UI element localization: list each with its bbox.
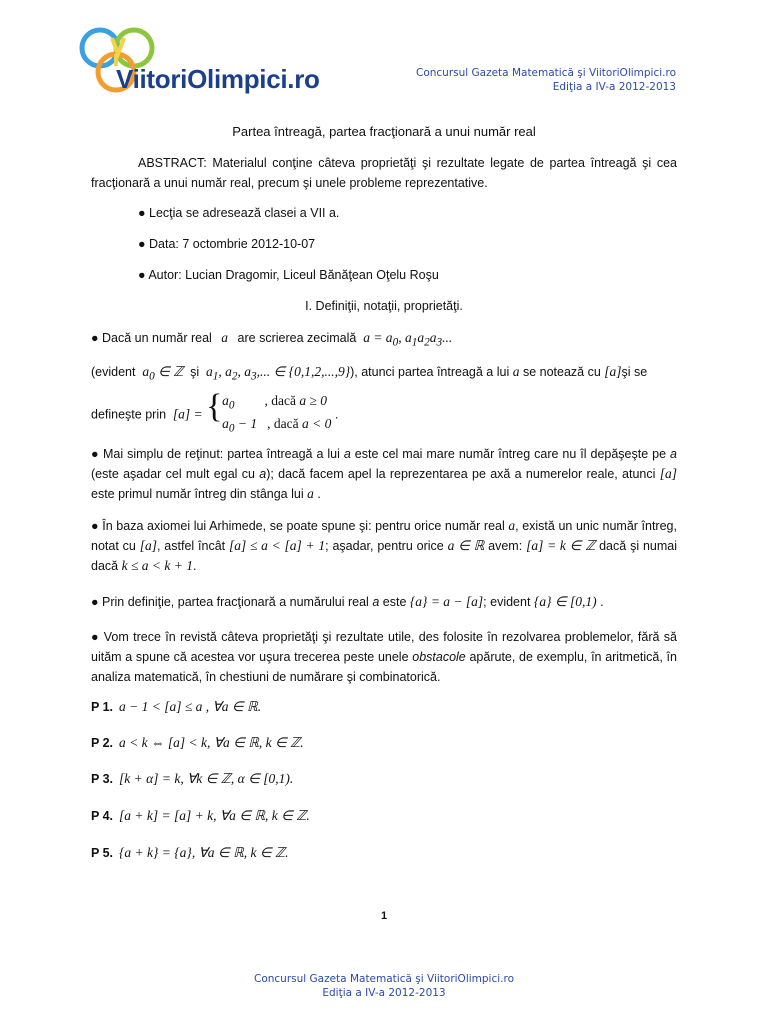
- property-label: P 3.: [91, 772, 114, 786]
- property-label: P 2.: [91, 736, 114, 750]
- def-noted: se notează cu: [522, 365, 601, 379]
- def-and: şi: [190, 365, 200, 379]
- property-item: [91, 806, 310, 826]
- def-then: ), atunci partea întreagă a lui: [350, 365, 510, 379]
- site-logo[interactable]: [78, 26, 368, 106]
- definition-line-2: (evident $a_0$ ∈ ℤ şi $a_1$, $a_2$, $a_3$,... ∈ {0,1,2,...,9}), atunci partea întreagă a lui a se notează cu [a]şi se: [91, 364, 648, 383]
- simple-paragraph: ● Mai simplu de reţinut: partea întreagă a lui a este cel mai mare număr întreg care nu îl depăşeşte pe a (este aşadar cel mult egal cu a); dacă facem apel la reprezentarea pe axă a numerelor reale, atunci [a] este primul număr întreg din stânga lui a .: [91, 447, 677, 501]
- property-item: [91, 733, 304, 753]
- property-formula: {a + k} = {a}, ∀a ∈ ℝ, k ∈ ℤ.: [119, 845, 289, 860]
- def-intro: ● Dacă un număr real: [91, 331, 212, 345]
- definition-line-3: defineşte prin [a] = { $a_0$ , dacă a ≥ 0 $a_0 - 1$ , dacă a < 0 .: [91, 392, 677, 426]
- piecewise-definition: { $a_0$ , dacă a ≥ 0 $a_0 - 1$ , dacă a < 0: [206, 388, 332, 435]
- property-item: [91, 769, 293, 789]
- footer-contest-info: [0, 972, 768, 1000]
- def-evident: (evident: [91, 365, 136, 379]
- fractional-definition: ● Prin definiţie, partea fracţionară a numărului real a este {a} = a − [a]; evident {a} ∈ [0,1) .: [91, 594, 604, 609]
- archimedes-paragraph: ● În baza axiomei lui Arhimede, se poate spune şi: pentru orice număr real a, există un unic număr întreg, notat cu [a], astfel încât [a] ≤ a < [a] + 1; aşadar, pentru orice a ∈ ℝ avem: [a] = k ∈ ℤ dacă şi numai dacă k ≤ a < k + 1.: [91, 518, 677, 573]
- def-and2: şi se: [621, 365, 648, 379]
- definition-line-1: ● Dacă un număr real a are scrierea zecimală $a = a_0$, $a_1a_2a_3$...: [91, 330, 453, 349]
- def-defined: defineşte prin: [91, 407, 167, 422]
- header-edition-line: Ediţia a IV-a 2012-2013: [552, 81, 676, 93]
- footer-contest-line: Concursul Gazeta Matematică şi ViitoriOlimpici.ro: [253, 973, 514, 985]
- abstract-paragraph: ABSTRACT: Materialul conţine câteva proprietăţi şi rezultate legate de partea întreagă şi cea fracţionară a unui număr real, precum şi unele probleme reprezentative.: [91, 156, 677, 190]
- decimal-expansion-formula: $a = a_0$, $a_1a_2a_3$...: [359, 330, 453, 349]
- property-label: P 1.: [91, 700, 114, 714]
- property-formula: a − 1 < [a] ≤ a , ∀a ∈ ℝ.: [119, 699, 262, 714]
- section-heading: I. Definiţii, notaţii, proprietăţi.: [305, 299, 463, 313]
- header-contest-line: Concursul Gazeta Matematică şi ViitoriOlimpici.ro: [415, 67, 676, 79]
- def-intro2: are scrierea zecimală: [237, 331, 357, 345]
- property-formula: [k + α] = k, ∀k ∈ ℤ, α ∈ [0,1).: [119, 771, 294, 786]
- review-paragraph: ● Vom trece în revistă câteva proprietăţi şi rezultate utile, des folosite în rezolvarea problemelor, fără să uităm a spune că acestea vor uşura trecerea peste unele obstacole apărute, de exemplu, în aritmetică, în analiza matematică, în chestiuni de numărare şi combinatorică.: [91, 630, 677, 684]
- property-item: [91, 697, 261, 717]
- page-number: 1: [380, 910, 388, 922]
- header-contest-info: [416, 66, 676, 94]
- property-item: [91, 843, 288, 863]
- bullet-author: ● Autor: Lucian Dragomir, Liceul Bănăţean Oţelu Roşu: [138, 268, 439, 282]
- property-label: P 4.: [91, 809, 114, 823]
- property-formula: [a + k] = [a] + k, ∀a ∈ ℝ, k ∈ ℤ.: [119, 808, 310, 823]
- footer-edition-line: Ediţia a IV-a 2012-2013: [322, 987, 446, 999]
- property-label: P 5.: [91, 846, 114, 860]
- bullet-date: ● Data: 7 octombrie 2012-10-07: [138, 237, 316, 251]
- bullet-class: ● Lecţia se adresează clasei a VII a.: [138, 206, 340, 220]
- logo-text: ViitoriOlimpici.ro: [116, 64, 320, 94]
- document-title: Partea întreagă, partea fracţionară a unui număr real: [232, 124, 536, 139]
- property-formula: a < k ⇔ [a] < k, ∀a ∈ ℝ, k ∈ ℤ.: [119, 735, 304, 750]
